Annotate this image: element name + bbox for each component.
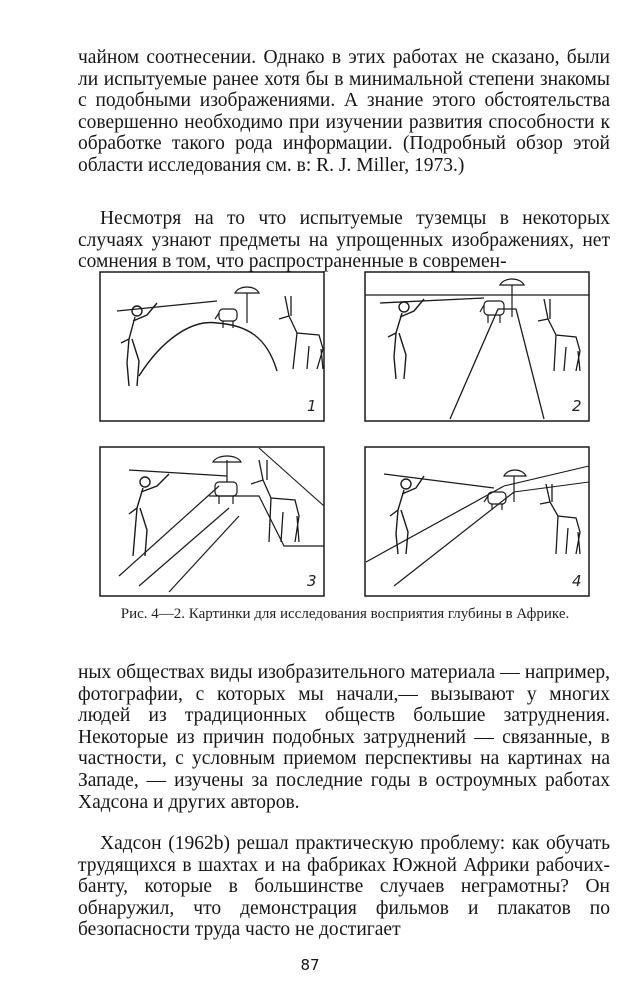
panel-number-3: 3 xyxy=(307,572,317,590)
panel-2-drawing xyxy=(364,271,590,422)
page-number: 87 xyxy=(300,956,320,974)
paragraph-4: Хадсон (1962b) решал практическую проблему: как обучать трудящихся в шахтах и на фабриках Южной Африки рабочих-банту, которые в большинстве случаев неграмотны? Он обнаружил, что демонстрация фильмов и плакатов по безопасности труда часто не достигает xyxy=(78,833,610,941)
panel-3-drawing xyxy=(99,446,325,597)
paragraph-3: ных обществах виды изобразительного материала — например, фотографии, с которых мы начали,— вызывают у многих людей из традиционных обществ большие затруднения. Некоторые из причин подобных затруднений — связанные, в частности, с условным приемом перспективы на картинах на Западе, — изучены за последние годы в остроумных работах Хадсона и других авторов. xyxy=(78,662,610,813)
panel-4-drawing xyxy=(364,446,590,597)
paragraph-2: Несмотря на то что испытуемые туземцы в некоторых случаях узнают предметы на упрощенных изображениях, нет сомнения в том, что распространенные в современ- xyxy=(78,208,610,273)
panel-1-drawing xyxy=(99,271,325,422)
figure-panel-1 xyxy=(99,271,325,422)
panel-number-1: 1 xyxy=(307,397,317,415)
panel-number-2: 2 xyxy=(572,397,582,415)
figure-panel-3 xyxy=(99,446,325,597)
figure-caption: Рис. 4—2. Картинки для исследования восприятия глубины в Африке. xyxy=(120,606,570,622)
figure-panel-4 xyxy=(364,446,590,597)
panel-number-4: 4 xyxy=(572,572,582,590)
figure-panel-2 xyxy=(364,271,590,422)
paragraph-1: чайном соотнесении. Однако в этих работах не сказано, были ли испытуемые ранее хотя бы в минимальной степени знакомы с подобными изображениями. А знание этого обстоятельства совершенно необходимо при изучении развития способности к обработке такого рода информации. (Подробный обзор этой области исследования см. в: R. J. Miller, 1973.) xyxy=(78,47,610,176)
